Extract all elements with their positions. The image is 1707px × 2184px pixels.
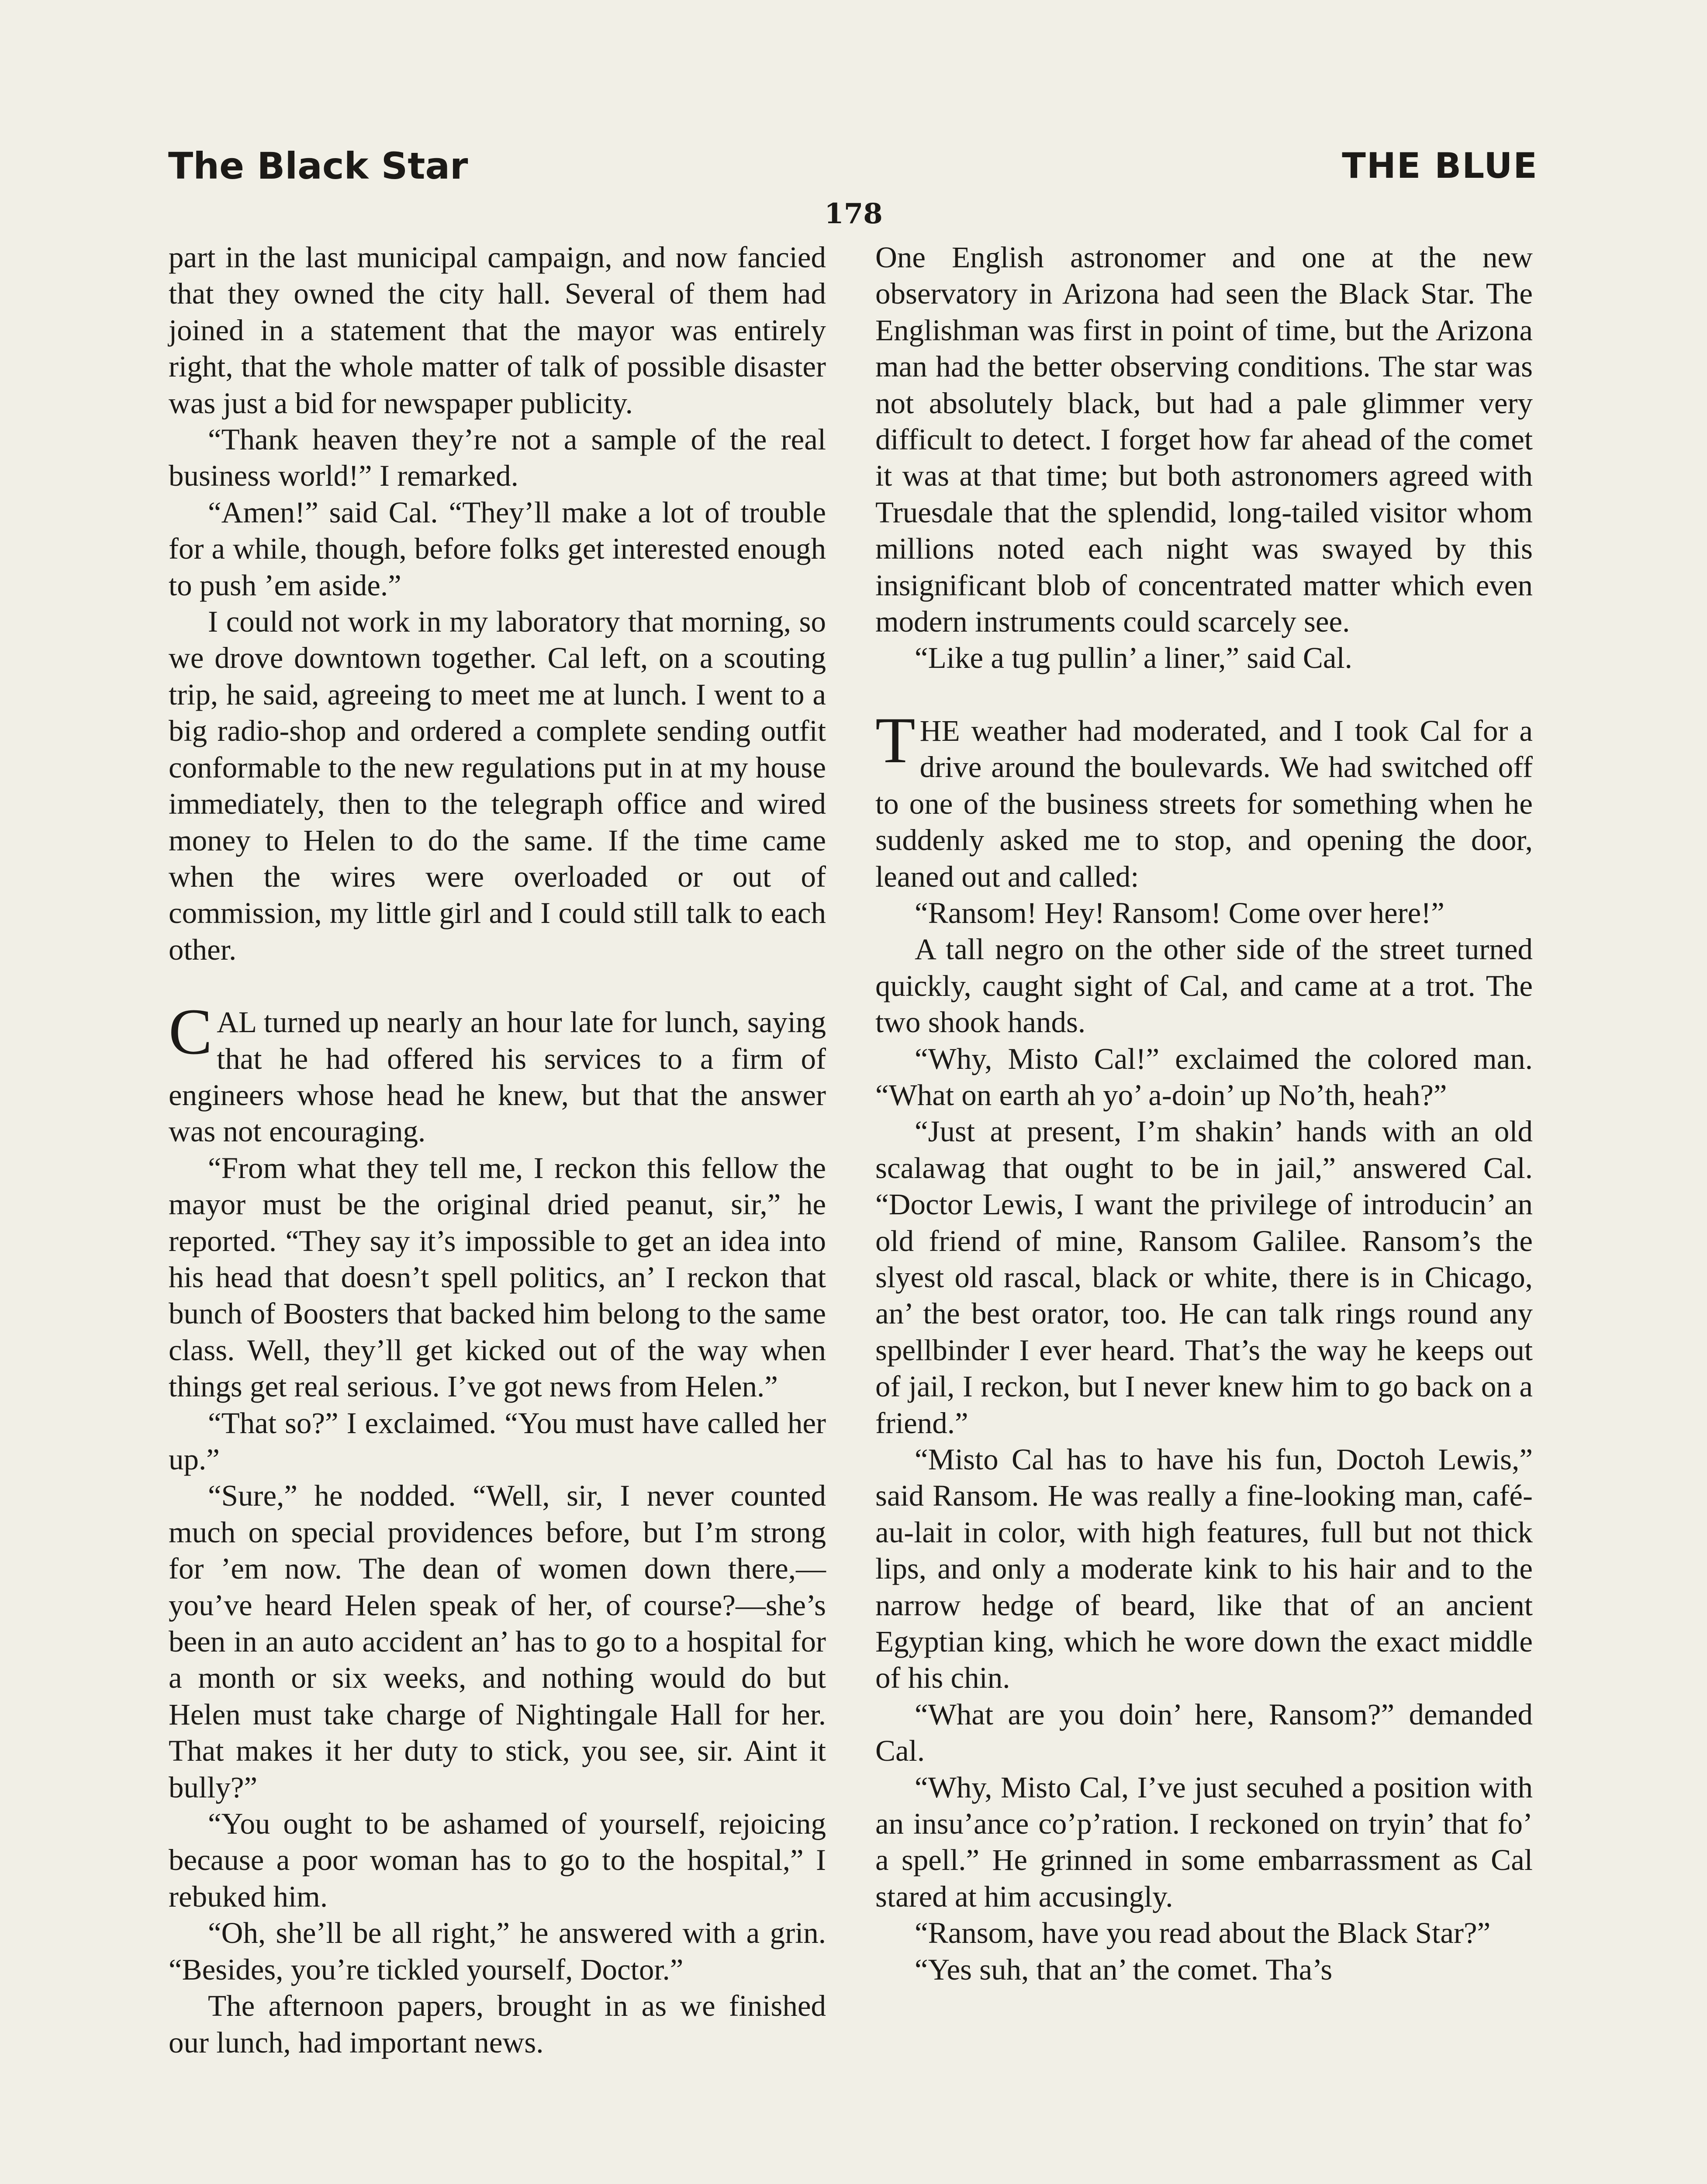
magazine-title: THE BLUE <box>1342 145 1538 186</box>
right-column <box>875 239 1533 2184</box>
paragraph: “Thank heaven they’re not a sample of the real business world!” I remarked. <box>169 423 826 493</box>
paragraph-text: turned up nearly an hour late for lunch, saying that he had offered his services to a firm of engineers whose head he knew, but that the answer was not encouraging. <box>169 1006 826 1148</box>
paragraph: “Why, Misto Cal, I’ve just secuhed a position with an insu’ance co’p’ration. I reckoned on tryin’ that fo’ a spell.” He grinned in some embarrassment as Cal stared at him accusingly. <box>875 1770 1533 1913</box>
paragraph: One English astronomer and one at the new observatory in Arizona had seen the Black Star. The Englishman was first in point of time, but the Arizona man had the better observing conditions. The star was not absolutely black, but had a pale glimmer very difficult to detect. I forget how far ahead of the comet it was at that time; but both astronomers agreed with Truesdale that the splendid, long-tailed visitor whom millions noted each night was swayed by this insignificant blob of concentrated matter which even modern instruments could scarcely see. <box>875 241 1533 639</box>
small-caps-word: HE <box>919 714 960 747</box>
paragraph: “Yes suh, that an’ the comet. Tha’s <box>915 1952 1333 1986</box>
paragraph: “You ought to be ashamed of yourself, rejoicing because a poor woman has to go to the hospital,” I rebuked him. <box>169 1807 826 1913</box>
paragraph: “Misto Cal has to have his fun, Doctoh Lewis,” said Ransom. He was really a fine-looking man, café-au-lait in color, with high features, full but not thick lips, and only a moderate kink to his hair and to the narrow hedge of beard, like that of an ancient Egyptian king, which he wore down the exact middle of his chin. <box>875 1443 1533 1695</box>
paragraph: “That so?” I exclaimed. “You must have called her up.” <box>169 1406 826 1476</box>
paragraph: “Just at present, I’m shakin’ hands with an old scalawag that ought to be in jail,” answered Cal. “Doctor Lewis, I want the privilege of introducin’ an old friend of mine, Ransom Galilee. Ransom’s the slyest old rascal, black or white, there is in Chicago, an’ the best orator, too. He can talk rings round any spellbinder I ever heard. That’s the way he keeps out of jail, I reckon, but I never knew him to go back on a friend.” <box>875 1115 1533 1440</box>
paragraph-text: weather had moderated, and I took Cal for a drive around the boulevards. We had switched off to one of the business streets for something when he suddenly asked me to stop, and opening the door, leaned out and called: <box>875 714 1533 893</box>
paragraph: “What are you doin’ here, Ransom?” demanded Cal. <box>875 1697 1533 1768</box>
paragraph: “Amen!” said Cal. “They’ll make a lot of trouble for a while, though, before folks get interested enough to push ’em aside.” <box>169 495 826 602</box>
paragraph: “Oh, she’ll be all right,” he answered with a grin. “Besides, you’re tickled yourself, Doctor.” <box>169 1916 826 1986</box>
paragraph: part in the last municipal campaign, and now fancied that they owned the city hall. Several of them had joined in a statement that the mayor was entirely right, that the whole matter of talk of possible disaster was just a bid for newspaper publicity. <box>169 241 826 420</box>
paragraph: “Like a tug pullin’ a liner,” said Cal. <box>915 641 1352 675</box>
paragraph: “Ransom, have you read about the Black Star?” <box>915 1916 1491 1950</box>
paragraph: “From what they tell me, I reckon this fellow the mayor must be the original dried peanut, sir,” he reported. “They say it’s impossible to get an idea into his head that doesn’t spell politics, an’ I reckon that bunch of Boosters that backed him belong to the same class. Well, they’ll get kicked out of the way when things get real serious. I’ve got news from Helen.” <box>169 1151 826 1403</box>
paragraph: “Ransom! Hey! Ransom! Come over here!” <box>915 896 1444 930</box>
page-number: 178 <box>824 197 883 230</box>
running-title: The Black Star <box>168 145 468 187</box>
paragraph: I could not work in my laboratory that morning, so we drove downtown together. Cal left, on a scouting trip, he said, agreeing to meet me at lunch. I went to a big radio-shop and ordered a complete sending outfit conformable to the new regulations put in at my house immediately, then to the telegraph office and wired money to Helen to do the same. If the time came when the wires were overloaded or out of commission, my little girl and I could still talk to each other. <box>169 605 826 966</box>
paragraph: A tall negro on the other side of the street turned quickly, caught sight of Cal, and came at a trot. The two shook hands. <box>875 933 1533 1039</box>
drop-cap: C <box>169 995 213 1068</box>
section-opening-paragraph <box>875 704 1533 895</box>
drop-cap: T <box>875 704 916 777</box>
paragraph: “Why, Misto Cal!” exclaimed the colored man. “What on earth ah yo’ a-doin’ up No’th, heah?” <box>875 1042 1533 1112</box>
left-column <box>169 239 826 2184</box>
paragraph: “Sure,” he nodded. “Well, sir, I never counted much on special providences before, but I’m strong for ’em now. The dean of women down there,—you’ve heard Helen speak of her, of course?—she’s been in an auto accident an’ has to go to a hospital for a month or six weeks, and nothing would do but Helen must take charge of Nightingale Hall for her. That makes it her duty to stick, you see, sir. Aint it bully?” <box>169 1479 826 1804</box>
section-opening-paragraph <box>169 995 826 1150</box>
small-caps-word: AL <box>217 1006 256 1039</box>
paragraph: The afternoon papers, brought in as we finished our lunch, had important news. <box>169 1989 826 2059</box>
